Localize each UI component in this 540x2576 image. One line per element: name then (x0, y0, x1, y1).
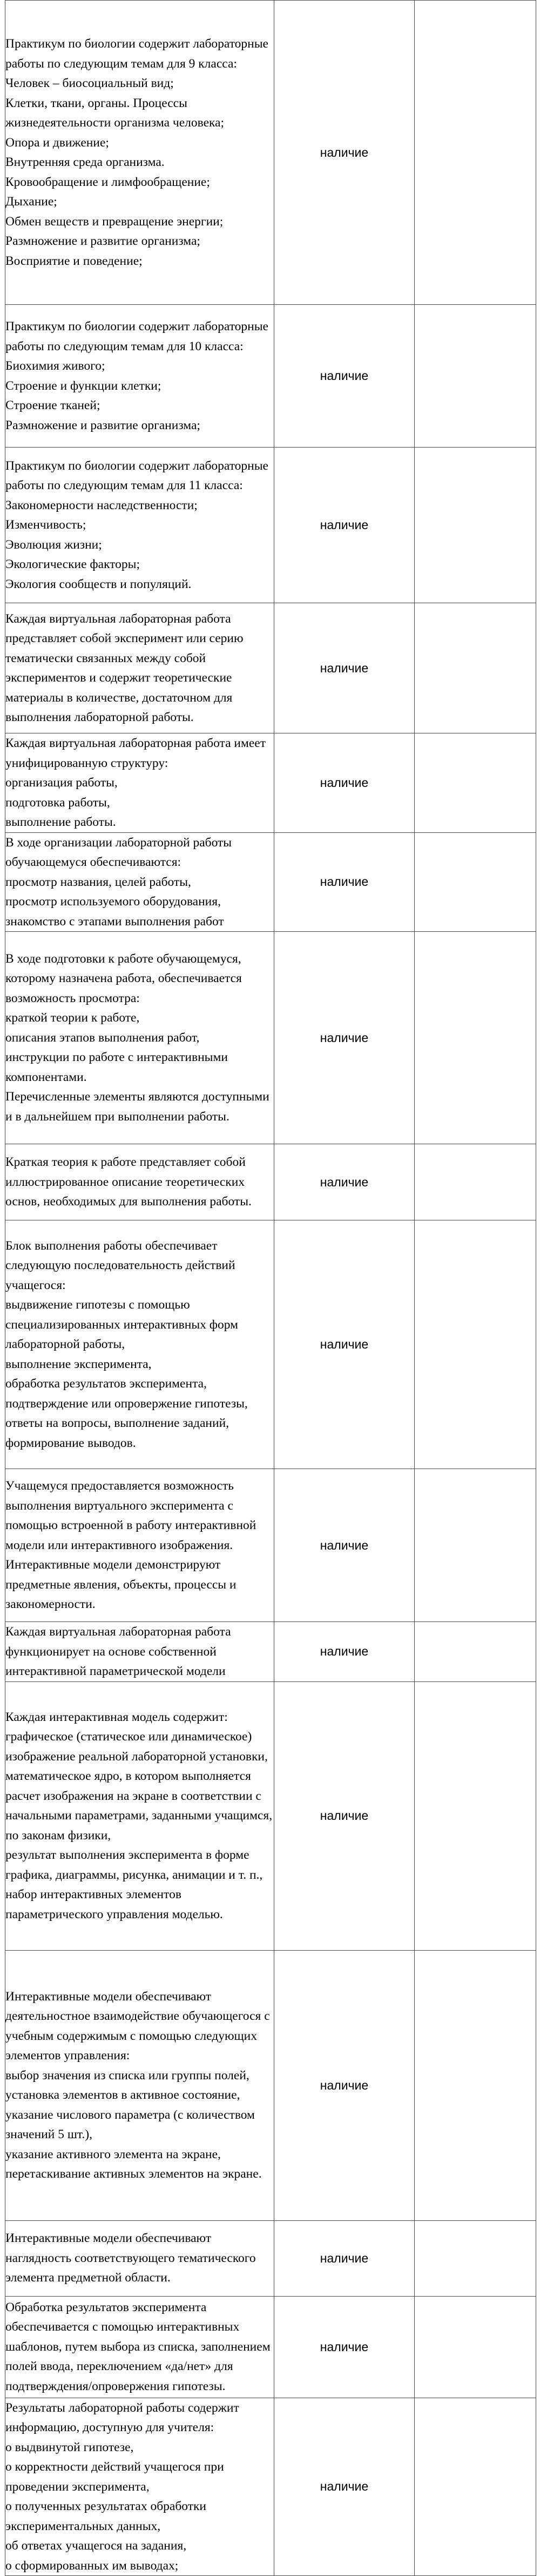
table-row (5, 2220, 536, 2296)
requirement-description: Практикум по биологии содержит лабораторные работы по следующим темам для 10 класса: Биохимия живого; Строение и функции клетки; Строение тканей; Размножение и развитие организма; (5, 305, 274, 448)
requirement-description: Практикум по биологии содержит лабораторные работы по следующим темам для 9 класса: Человек – биосоциальный вид; Клетки, ткани, органы. Процессы жизнедеятельности организма человека; Опора и движение; Внутренняя среда организма. Кровообращение и лимфообращение; Дыхание; Обмен веществ и превращение энергии; Размножение и развитие организма; Восприятие и поведение; (5, 1, 274, 305)
status-cell: наличие (274, 2398, 415, 2576)
table-row (5, 305, 536, 448)
requirement-description: Каждая интерактивная модель содержит: графическое (статическое или динамическое) изображение реальной лабораторной установки, математическое ядро, в котором выполняется расчет изображения на экране в соответствии с начальными параметрами, заданными учащимся, по законам физики, результат выполнения эксперимента в форме графика, диаграммы, рисунка, анимации и т. п., набор интерактивных элементов параметрического управления моделью. (5, 1681, 274, 1950)
requirement-description: Каждая виртуальная лабораторная работа имеет унифицированную структуру: организация работы, подготовка работы, выполнение работы. (5, 733, 274, 833)
table-row (5, 2296, 536, 2398)
table-row (5, 1950, 536, 2220)
empty-cell (415, 1144, 536, 1220)
requirement-description: Результаты лабораторной работы содержит информацию, доступную для учителя: о выдвинутой гипотезе, о корректности действий учащегося при проведении эксперимента, о полученных результатах обработки экспериментальных данных, об ответах учащегося на задания, о сформированных им выводах; (5, 2398, 274, 2576)
requirement-description: Каждая виртуальная лабораторная работа представляет собой эксперимент или серию тематически связанных между собой экспериментов и содержит теоретические материалы в количестве, достаточном для выполнения лабораторной работы. (5, 603, 274, 733)
status-cell: наличие (274, 1, 415, 305)
table-row (5, 932, 536, 1144)
status-cell: наличие (274, 733, 415, 833)
empty-cell (415, 1622, 536, 1682)
requirement-description: В ходе подготовки к работе обучающемуся, которому назначена работа, обеспечивается возможность просмотра: краткой теории к работе, описания этапов выполнения работ, инструкции по работе с интерактивными компонентами. Перечисленные элементы являются доступными и в дальнейшем при выполнении работы. (5, 932, 274, 1144)
empty-cell (415, 1, 536, 305)
empty-cell (415, 733, 536, 833)
empty-cell (415, 1681, 536, 1950)
requirements-table (5, 0, 536, 2576)
table-row (5, 1144, 536, 1220)
empty-cell (415, 1950, 536, 2220)
requirement-description: Обработка результатов эксперимента обеспечивается с помощью интерактивных шаблонов, путем выбора из списка, заполнением полей ввода, переключением «да/нет» для подтверждения/опровержения гипотезы. (5, 2296, 274, 2398)
empty-cell (415, 2398, 536, 2576)
status-cell: наличие (274, 932, 415, 1144)
status-cell: наличие (274, 603, 415, 733)
table-row (5, 1469, 536, 1622)
table-row (5, 603, 536, 733)
requirement-description: Учащемуся предоставляется возможность выполнения виртуального эксперимента с помощью встроенной в работу интерактивной модели или интерактивного изображения. Интерактивные модели демонстрируют предметные явления, объекты, процессы и закономерности. (5, 1469, 274, 1622)
requirement-description: Интерактивные модели обеспечивают деятельностное взаимодействие обучающегося с учебным содержимым с помощью следующих элементов управления: выбор значения из списка или группы полей, установка элементов в активное состояние, указание числового параметра (с количеством значений 5 шт.), указание активного элемента на экране, перетаскивание активных элементов на экране. (5, 1950, 274, 2220)
table-row (5, 832, 536, 932)
table-row (5, 2398, 536, 2576)
status-cell: наличие (274, 448, 415, 603)
table-row (5, 448, 536, 603)
requirement-description: Каждая виртуальная лабораторная работа функционирует на основе собственной интерактивной параметрической модели (5, 1622, 274, 1682)
status-cell: наличие (274, 832, 415, 932)
status-cell: наличие (274, 2220, 415, 2296)
empty-cell (415, 2296, 536, 2398)
table-row (5, 1622, 536, 1682)
table-row (5, 1, 536, 305)
status-cell: наличие (274, 1469, 415, 1622)
table-row (5, 1681, 536, 1950)
status-cell: наличие (274, 1681, 415, 1950)
status-cell: наличие (274, 305, 415, 448)
empty-cell (415, 832, 536, 932)
requirement-description: Блок выполнения работы обеспечивает следующую последовательность действий учащегося: выдвижение гипотезы с помощью специализированных интерактивных форм лабораторной работы, выполнение эксперимента, обработка результатов эксперимента, подтверждение или опровержение гипотезы, ответы на вопросы, выполнение заданий, формирование выводов. (5, 1220, 274, 1469)
table-row (5, 733, 536, 833)
empty-cell (415, 1469, 536, 1622)
empty-cell (415, 1220, 536, 1469)
empty-cell (415, 305, 536, 448)
status-cell: наличие (274, 1950, 415, 2220)
status-cell: наличие (274, 1144, 415, 1220)
status-cell: наличие (274, 1220, 415, 1469)
table-row (5, 1220, 536, 1469)
status-cell: наличие (274, 1622, 415, 1682)
empty-cell (415, 448, 536, 603)
requirement-description: Интерактивные модели обеспечивают наглядность соответствующего тематического элемента предметной области. (5, 2220, 274, 2296)
requirement-description: Краткая теория к работе представляет собой иллюстрированное описание теоретических основ, необходимых для выполнения работы. (5, 1144, 274, 1220)
requirement-description: В ходе организации лабораторной работы обучающемуся обеспечиваются: просмотр названия, целей работы, просмотр используемого оборудования, знакомство с этапами выполнения работ (5, 832, 274, 932)
status-cell: наличие (274, 2296, 415, 2398)
empty-cell (415, 603, 536, 733)
empty-cell (415, 932, 536, 1144)
requirement-description: Практикум по биологии содержит лабораторные работы по следующим темам для 11 класса: Закономерности наследственности; Изменчивость; Эволюция жизни; Экологические факторы; Экология сообществ и популяций. (5, 448, 274, 603)
empty-cell (415, 2220, 536, 2296)
